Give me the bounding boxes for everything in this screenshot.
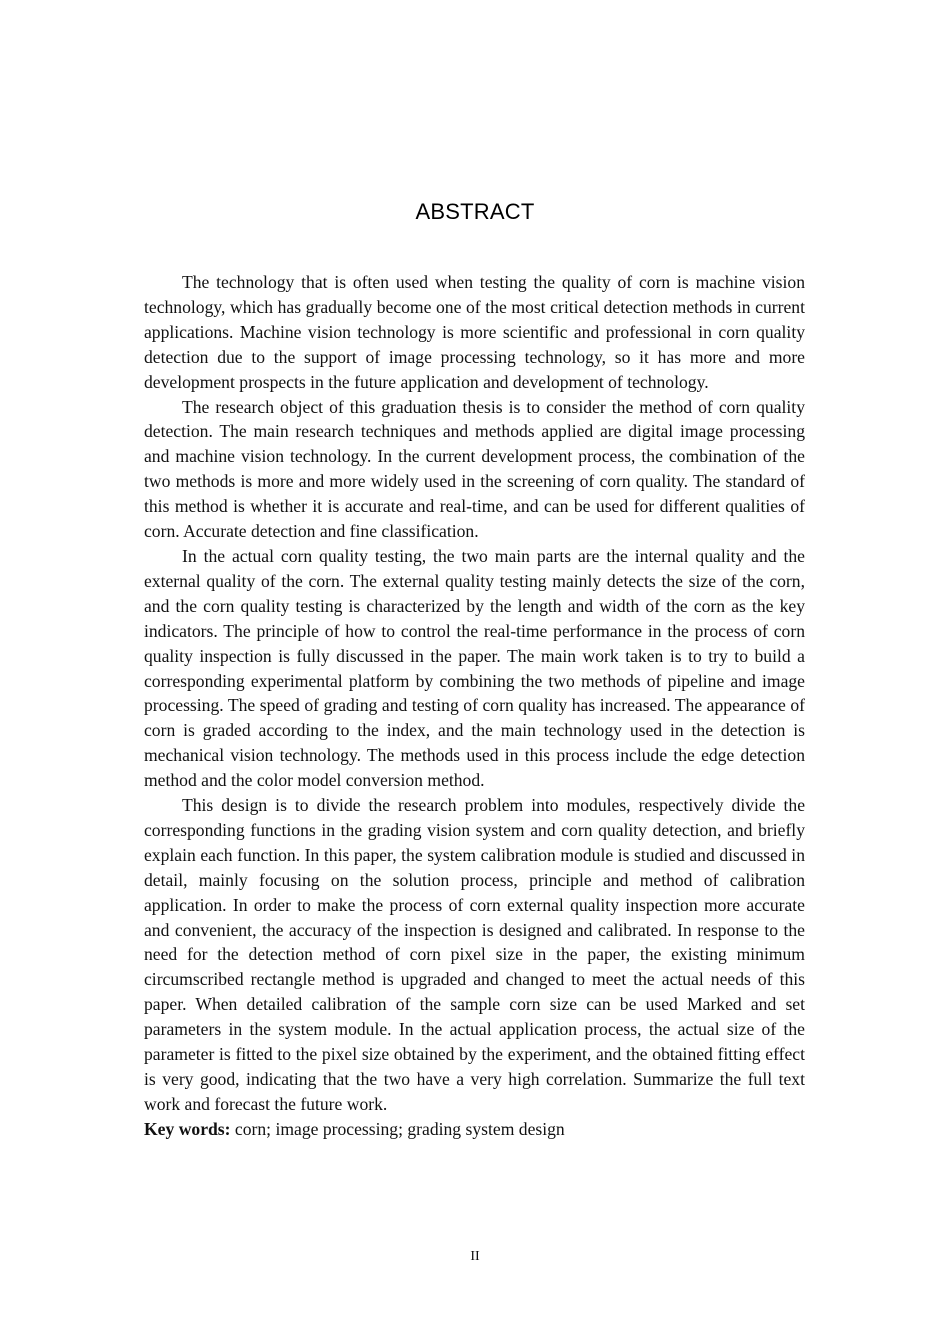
keywords-line bbox=[144, 1117, 805, 1142]
abstract-title: ABSTRACT bbox=[415, 199, 535, 224]
abstract-paragraph-4: This design is to divide the research problem into modules, respectively divide the corresponding functions in the grading vision system and corn quality detection, and briefly explain each function. In this paper, the system calibration module is studied and discussed in detail, mainly focusing on the solution process, principle and method of calibration application. In order to make the process of corn external quality inspection more accurate and convenient, the accuracy of the inspection is designed and calibrated. In response to the need for the detection method of corn pixel size in the paper, the existing minimum circumscribed rectangle method is upgraded and changed to meet the actual needs of this paper. When detailed calibration of the sample corn size can be used Marked and set parameters in the system module. In the actual application process, the actual size of the parameter is fitted to the pixel size obtained by the experiment, and the obtained fitting effect is very good, indicating that the two have a very high correlation. Summarize the full text work and forecast the future work. bbox=[144, 795, 805, 1114]
abstract-body bbox=[144, 270, 805, 1142]
abstract-paragraph-1: The technology that is often used when testing the quality of corn is machine vision technology, which has gradually become one of the most critical detection methods in current applications. Machine vision technology is more scientific and professional in corn quality detection due to the support of image processing technology, so it has more and more development prospects in the future application and development of technology. bbox=[144, 272, 805, 392]
keywords-value: corn; image processing; grading system design bbox=[230, 1118, 565, 1139]
keywords-label: Key words: bbox=[144, 1118, 231, 1139]
page-number: II bbox=[470, 1249, 480, 1264]
abstract-paragraph-2: The research object of this graduation thesis is to consider the method of corn quality detection. The main research techniques and methods applied are digital image processing and machine vision technology. In the current development process, the combination of the two methods is more and more widely used in the screening of corn quality. The standard of this method is whether it is accurate and real-time, and can be used for different qualities of corn. Accurate detection and fine classification. bbox=[144, 396, 805, 542]
abstract-paragraph-3: In the actual corn quality testing, the two main parts are the internal quality and the external quality of the corn. The external quality testing mainly detects the size of the corn, and the corn quality testing is characterized by the length and width of the corn as the key indicators. The principle of how to control the real-time performance in the process of corn quality inspection is fully discussed in the paper. The main work taken is to try to build a corresponding experimental platform by combining the two methods of pipeline and image processing. The speed of grading and testing of corn quality has increased. The appearance of corn is graded according to the index, and the main technology used in the detection is mechanical vision technology. The methods used in this process include the edge detection method and the color model conversion method. bbox=[144, 545, 805, 791]
